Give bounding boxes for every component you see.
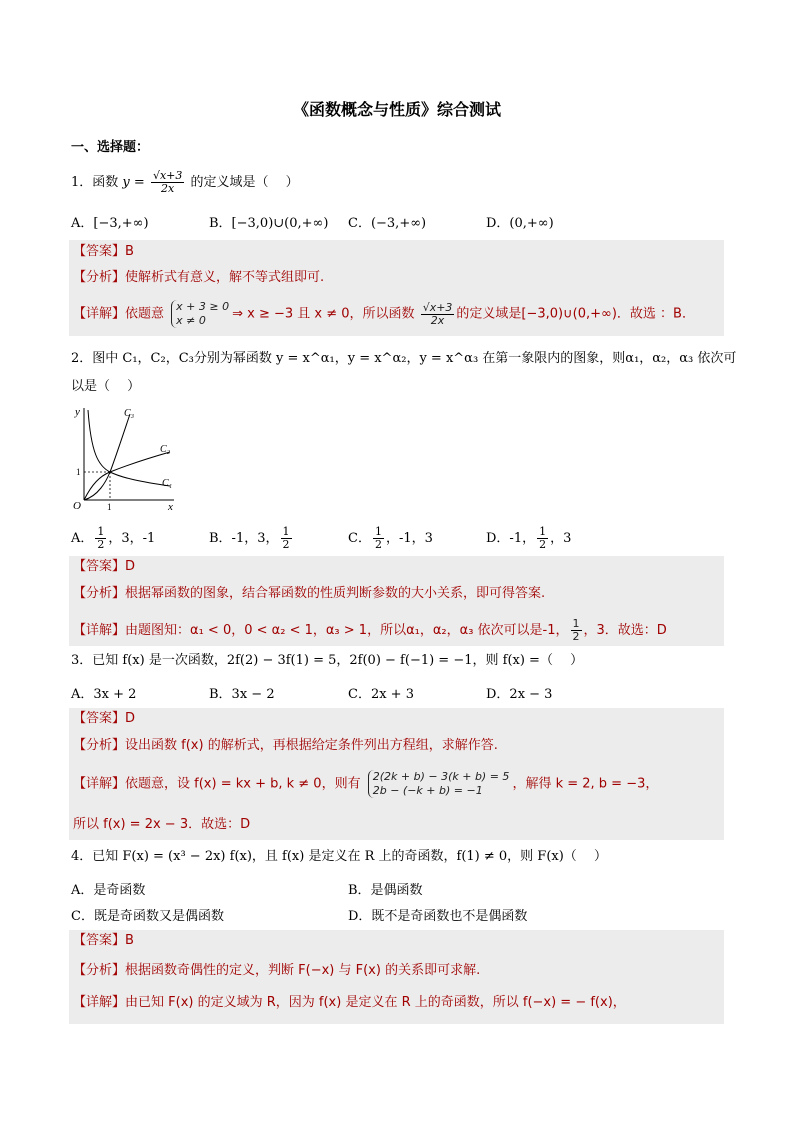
q2-option-a-rest: ，3，-1 (108, 531, 156, 546)
curve-c3 (84, 414, 130, 500)
q1-system-line-2: x ≠ 0 (176, 314, 206, 327)
graph-x-label: x (168, 501, 173, 512)
q3-analysis-text: 设出函数 f(x) 的解析式，再根据给定条件列出方程组，求解作答. (125, 738, 498, 753)
q2-option-b-text: B．-1，3， (209, 531, 279, 546)
analysis-tag: 【分析】 (73, 270, 126, 285)
q4-option-b: B．是偶函数 (348, 883, 423, 898)
half-numerator: 1 (539, 525, 547, 538)
curve-c2-label: C₂ (160, 444, 171, 455)
q2-option-d-text: D．-1， (486, 531, 536, 546)
q2-answer (73, 558, 135, 576)
q2-option-d (486, 526, 571, 551)
half-denominator: 2 (572, 630, 580, 643)
q2-detail-half (571, 618, 582, 643)
half-numerator: 1 (97, 525, 105, 538)
q4-option-c: C．既是奇函数又是偶函数 (71, 909, 224, 924)
q3-option-a: A．3x + 2 (71, 687, 137, 702)
q3-answer-value: D (125, 711, 136, 726)
q4-analysis-text: 根据函数奇偶性的定义，判断 F(−x) 与 F(x) 的关系即可求解. (125, 963, 481, 978)
q4-option-a: A．是奇函数 (71, 883, 146, 898)
q3-answer (73, 710, 135, 728)
curve-c3-label: C₃ (124, 408, 135, 419)
half-denominator: 2 (374, 538, 382, 551)
q1-detail-denominator: 2x (430, 313, 445, 327)
question-2-stem-line-2: 以是（ ） (71, 379, 141, 394)
q2-detail-suffix: ，3．故选：D (583, 623, 667, 638)
q1-detail (73, 300, 695, 328)
question-1-stem (71, 170, 299, 195)
q1-fraction-numerator: √x+3 (152, 169, 183, 182)
q1-analysis-text: 使解析式有意义，解不等式组即可. (125, 270, 325, 285)
answer-tag: 【答案】 (73, 933, 126, 948)
detail-tag: 【详解】 (73, 623, 126, 638)
q1-fraction-denominator: 2x (161, 182, 175, 195)
answer-tag: 【答案】 (73, 559, 126, 574)
q3-detail-conclusion-text: 所以 f(x) = 2x − 3．故选：D (73, 817, 251, 832)
q3-detail (73, 770, 658, 798)
q1-option-b: B．[−3,0)∪(0,+∞) (209, 216, 329, 231)
analysis-tag: 【分析】 (73, 738, 126, 753)
q1-function-lhs: y = (122, 175, 145, 190)
q1-system-line-1: x + 3 ≥ 0 (176, 300, 230, 313)
graph-y-label: y (75, 406, 80, 418)
q2-option-d-rest: ，3 (550, 531, 572, 546)
question-4-stem: 4．已知 F(x) = (x³ − 2x) f(x)，且 f(x) 是定义在 R 上的奇函数，f(1) ≠ 0，则 F(x)（ ） (71, 849, 607, 864)
q4-answer-value: B (125, 933, 134, 948)
half-numerator: 1 (572, 617, 580, 630)
q2-option-c-letter: C． (348, 531, 371, 546)
q2-option-c-half (373, 526, 384, 551)
q4-option-d: D．既不是奇函数也不是偶函数 (348, 909, 528, 924)
q1-answer (73, 243, 134, 261)
q1-detail-fraction (421, 302, 455, 327)
q3-analysis (73, 737, 498, 755)
q1-answer-value: B (125, 244, 134, 259)
curve-c1 (88, 410, 170, 486)
q2-detail (73, 618, 667, 643)
q2-option-a-letter: A． (71, 531, 94, 546)
question-2-stem-line-1: 2．图中 C₁，C₂，C₃分别为幂函数 y = x^α₁，y = x^α₂，y = x^α₃ 在第一象限内的图象，则α₁，α₂，α₃ 依次可 (71, 351, 737, 366)
q1-option-d: D．(0,+∞) (486, 216, 554, 231)
q1-inequality-system (171, 300, 229, 328)
q1-option-c: C．(−3,+∞) (348, 216, 427, 231)
q1-detail-suffix: 的定义域是[−3,0)∪(0,+∞)．故选 ：B． (456, 306, 695, 322)
q4-answer (73, 932, 134, 950)
q3-option-d: D．2x − 3 (486, 687, 553, 702)
q3-option-c: C．2x + 3 (348, 687, 414, 702)
q1-detail-middle: ⇒ x ≥ −3 且 x ≠ 0，所以函数 (232, 306, 415, 322)
q1-option-a: A．[−3,+∞) (71, 216, 149, 231)
section-heading: 一、选择题： (71, 140, 150, 155)
half-denominator: 2 (282, 538, 290, 551)
q2-option-b (209, 526, 294, 551)
q1-detail-prefix: 依题意 (125, 306, 165, 322)
answer-tag: 【答案】 (73, 244, 126, 259)
detail-tag: 【详解】 (73, 776, 126, 792)
half-numerator: 1 (282, 525, 290, 538)
q1-stem-suffix: 的定义域是（ ） (190, 175, 299, 190)
power-function-graph (72, 400, 182, 512)
q2-answer-value: D (125, 559, 136, 574)
q1-analysis (73, 269, 324, 287)
q1-stem-prefix: 1．函数 (71, 175, 119, 190)
curve-c1-label: C₁ (162, 478, 173, 489)
q4-detail (73, 994, 626, 1012)
q2-analysis (73, 585, 545, 603)
analysis-tag: 【分析】 (73, 586, 126, 601)
q3-system-line-2: 2b − (−k + b) = −1 (372, 784, 483, 797)
answer-tag: 【答案】 (73, 711, 126, 726)
half-denominator: 2 (539, 538, 547, 551)
graph-origin-label: O (73, 500, 81, 512)
q2-option-a-half (95, 526, 106, 551)
half-denominator: 2 (97, 538, 105, 551)
q3-detail-conclusion (73, 816, 250, 834)
q4-detail-text: 由已知 F(x) 的定义域为 R，因为 f(x) 是定义在 R 上的奇函数，所以 f(−x) = − f(x)， (125, 995, 626, 1010)
analysis-tag: 【分析】 (73, 963, 126, 978)
graph-y-tick-1: 1 (76, 467, 81, 477)
q3-equation-system (368, 770, 510, 798)
q3-detail-prefix: 依题意，设 f(x) = kx + b, k ≠ 0，则有 (125, 776, 361, 792)
q2-analysis-text: 根据幂函数的图象，结合幂函数的性质判断参数的大小关系，即可得答案. (125, 586, 546, 601)
q3-option-b: B．3x − 2 (209, 687, 275, 702)
detail-tag: 【详解】 (73, 306, 126, 322)
q2-option-c-rest: ，-1，3 (385, 531, 433, 546)
question-3-stem: 3．已知 f(x) 是一次函数，2f(2) − 3f(1) = 5，2f(0) − f(−1) = −1，则 f(x) =（ ） (71, 653, 584, 668)
detail-tag: 【详解】 (73, 995, 126, 1010)
q2-detail-prefix: 由题图知：α₁ < 0，0 < α₂ < 1，α₃ > 1，所以α₁，α₂，α₃ 依次可以是-1， (125, 623, 569, 638)
q2-option-a (71, 526, 155, 551)
page-title: 《函数概念与性质》综合测试 (292, 100, 501, 119)
q2-option-d-half (537, 526, 548, 551)
q1-detail-numerator: √x+3 (422, 300, 453, 314)
half-numerator: 1 (374, 525, 382, 538)
q2-option-c (348, 526, 433, 551)
q3-system-line-1: 2(2k + b) − 3(k + b) = 5 (372, 770, 510, 783)
q3-detail-suffix: ，解得 k = 2, b = −3， (512, 776, 659, 792)
q1-function-fraction (151, 170, 184, 195)
q2-option-b-half (281, 526, 292, 551)
q4-analysis (73, 962, 480, 980)
graph-x-tick-1: 1 (107, 502, 112, 512)
